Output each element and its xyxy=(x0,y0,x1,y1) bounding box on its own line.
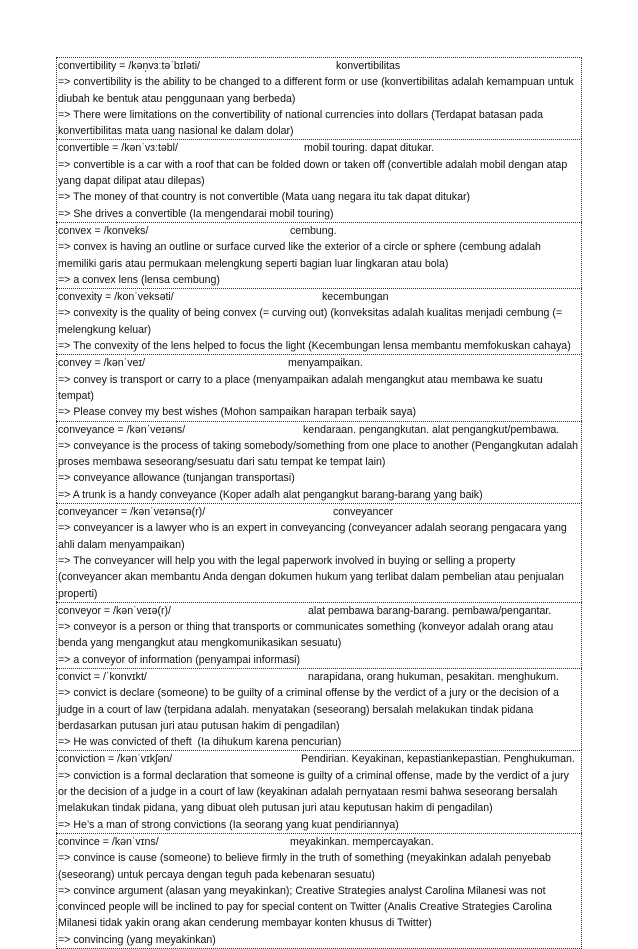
headword-row xyxy=(58,422,580,438)
entry-convertibility xyxy=(56,57,582,139)
entry-conveyancer xyxy=(56,503,582,602)
definition-line: => convertibility is the ability to be changed to a different form or use (konvertibilitas adalah kemampuan untuk diubah ke bentuk atau penggunaan yang berbeda) xyxy=(58,76,577,105)
translation: mobil touring. dapat ditukar. xyxy=(304,142,435,155)
headword: convex = /konveks/ xyxy=(58,224,149,237)
definition-line: => conveyor is a person or thing that transports or communicates something (konveyor adalah orang atau benda yang mengangkut atau mengkomunikasikan sesuatu) xyxy=(58,621,557,650)
example-line: => conveyance allowance (tunjangan transportasi) xyxy=(58,472,295,485)
headword: conveyance = /kənˈveɪəns/ xyxy=(58,423,186,436)
example-line: => He’s a man of strong convictions (Ia seorang yang kuat pendiriannya) xyxy=(58,818,399,831)
definition-line: => convey is transport or carry to a place (menyampaikan adalah mengangkut atau membawa ke suatu tempat) xyxy=(58,373,546,402)
translation: cembung. xyxy=(290,224,337,237)
translation: menyampaikan. xyxy=(288,357,363,370)
example-line: => Please convey my best wishes (Mohon sampaikan harapan terbaik saya) xyxy=(58,406,417,419)
headword: convince = /kənˈvɪns/ xyxy=(58,835,159,848)
entry-conviction xyxy=(56,750,582,832)
example-line: => convincing (yang meyakinkan) xyxy=(58,933,216,946)
translation: meyakinkan. mempercayakan. xyxy=(290,835,434,848)
entry-convertible xyxy=(56,139,582,221)
headword-row xyxy=(58,289,580,305)
headword-row xyxy=(58,751,580,767)
headword-row xyxy=(58,223,580,239)
headword: convertibility = /kən̩vɜːtəˈbɪləti/ xyxy=(58,60,200,72)
headword-row xyxy=(58,603,580,619)
dictionary-page xyxy=(56,57,582,949)
headword-row xyxy=(58,669,580,685)
example-line: => The convexity of the lens helped to focus the light (Kecembungan lensa membantu memfokuskan cahaya) xyxy=(58,340,571,353)
definition-line: => convertible is a car with a roof that can be folded down or taken off (convertible adalah mobil dengan atap yang dapat dilipat atau dilepas) xyxy=(58,158,571,188)
entry-convey xyxy=(56,354,582,420)
translation: alat pembawa barang-barang. pembawa/pengantar. xyxy=(308,604,552,617)
headword-row xyxy=(58,58,580,74)
example-line: => She drives a convertible (Ia mengendarai mobil touring) xyxy=(58,207,334,220)
example-line: => There were limitations on the convertibility of national currencies into dollars (Terdapat batasan pada konvertibilitas mata uang nasional ke dalam dolar) xyxy=(58,108,546,138)
translation: konvertibilitas xyxy=(336,60,401,72)
example-line: => The conveyancer will help you with the legal paperwork involved in buying or selling a property (conveyancer akan membantu Anda dengan dokumen hukum yang terlibat dalam pembelian atau penjualan properti) xyxy=(58,554,567,600)
example-line: => a convex lens (lensa cembung) xyxy=(58,273,220,286)
definition-line: => conveyancer is a lawyer who is an expert in conveyancing (conveyancer adalah seorang pengacara yang ahli dalam menyampaikan) xyxy=(58,522,570,551)
headword: convertible = /kənˈvɜːtəbl/ xyxy=(58,142,178,155)
definition-line: => convince is cause (someone) to believe firmly in the truth of something (meyakinkan adalah penyebab (seseorang) untuk percaya dengan teguh pada kebenaran sesuatu) xyxy=(58,852,554,881)
example-line: => He was convicted of theft (Ia dihukum karena pencurian) xyxy=(58,736,342,749)
definition-line: => conviction is a formal declaration that someone is guilty of a criminal offense, made by the verdict of a jury or the decision of a judge in a court of law (keyakinan adalah pernyataan resmi bahwa seseorang bersalah melakukan tindak pidana, yang dibuat oleh putusan juri atau keputusan hakim di pengadilan) xyxy=(58,769,572,815)
headword: conveyor = /kənˈveɪə(r)/ xyxy=(58,604,171,617)
translation: narapidana, orang hukuman, pesakitan. menghukum. xyxy=(308,670,559,683)
entry-convexity xyxy=(56,288,582,354)
definition-line: => convex is having an outline or surface curved like the exterior of a circle or sphere (cembung adalah memiliki garis atau permukaan melengkung seperti bagian luar lingkaran atau bola) xyxy=(58,241,544,270)
definition-line: => convict is declare (someone) to be guilty of a criminal offense by the verdict of a jury or the decision of a judge in a court of law (terpidana adalah. menyatakan (seseorang) bersalah melakukan tindak pidana berdasarkan putusan juri atau putusan hakim di pengadilan) xyxy=(58,687,562,732)
translation: kendaraan. pengangkutan. alat pengangkut/pembawa. xyxy=(303,423,560,436)
translation: Pendirian. Keyakinan, kepastiankepastian. Penghukuman. xyxy=(301,753,575,766)
headword-row xyxy=(58,504,580,520)
example-line: => A trunk is a handy conveyance (Koper adalh alat pengangkut barang-barang yang baik) xyxy=(58,488,483,501)
definition-line: => conveyance is the process of taking somebody/something from one place to another (Pengangkutan adalah proses membawa seseorang/sesuatu dari satu tempat ke tempat lain) xyxy=(58,439,581,469)
translation: kecembungan xyxy=(322,291,389,304)
entry-convex xyxy=(56,222,582,288)
definition-line: => convexity is the quality of being convex (= curving out) (konveksitas adalah kualitas menjadi cembung (= melengkung keluar) xyxy=(58,307,566,336)
example-line: => a conveyor of information (penyampai informasi) xyxy=(58,653,301,666)
headword: convict = /ˈkonvɪkt/ xyxy=(58,670,147,683)
entry-convince xyxy=(56,833,582,949)
headword: convexity = /konˈveksəti/ xyxy=(58,291,174,304)
example-line: => convince argument (alasan yang meyakinkan); Creative Strategies analyst Carolina Milanesi was not convinced people will be inclined to pay for special content on Twitter (Analis Creative Strategies Carolina Milanesi tidak yakin orang akan cenderung membayar konten khusus di Twitter) xyxy=(58,884,555,930)
headword: convey = /kənˈveɪ/ xyxy=(58,357,146,370)
headword: conveyancer = /kənˈveɪənsə(r)/ xyxy=(58,506,206,519)
headword: conviction = /kənˈvɪkʃən/ xyxy=(58,753,173,766)
entry-conveyance xyxy=(56,421,582,503)
example-line: => The money of that country is not convertible (Mata uang negara itu tak dapat ditukar) xyxy=(58,191,471,204)
headword-row xyxy=(58,140,580,156)
headword-row xyxy=(58,355,580,371)
translation: conveyancer xyxy=(333,506,394,519)
entry-convict xyxy=(56,668,582,750)
headword-row xyxy=(58,834,580,850)
entry-conveyor xyxy=(56,602,582,668)
